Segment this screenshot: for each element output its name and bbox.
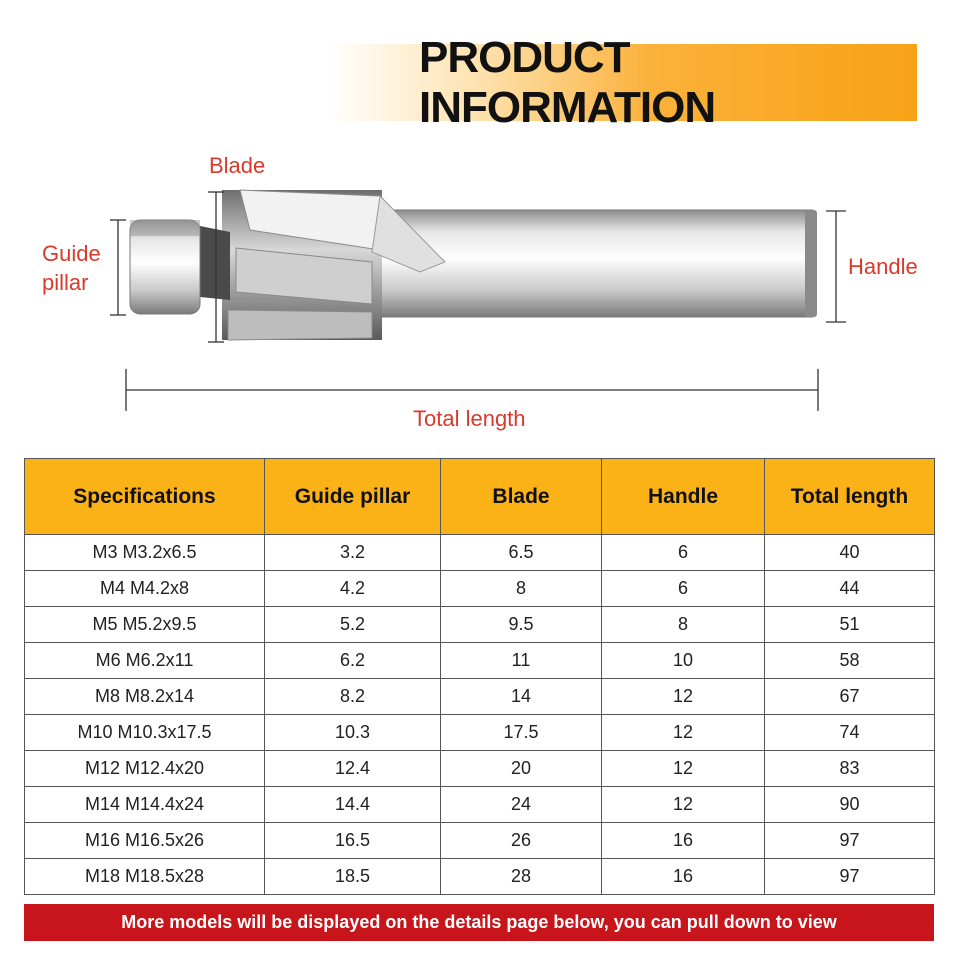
cell-handle: 12: [602, 787, 765, 823]
cell-total-length: 74: [765, 715, 935, 751]
cell-spec: M4 M4.2x8: [25, 571, 265, 607]
cell-blade: 8: [441, 571, 602, 607]
cell-guide-pillar: 18.5: [265, 859, 441, 895]
guide-pillar-label-line2: pillar: [42, 269, 89, 295]
cell-guide-pillar: 3.2: [265, 535, 441, 571]
cell-spec: M10 M10.3x17.5: [25, 715, 265, 751]
cell-handle: 12: [602, 715, 765, 751]
cell-spec: M18 M18.5x28: [25, 859, 265, 895]
cell-handle: 12: [602, 679, 765, 715]
cell-handle: 10: [602, 643, 765, 679]
cell-guide-pillar: 5.2: [265, 607, 441, 643]
table-row: [25, 535, 935, 571]
cell-total-length: 51: [765, 607, 935, 643]
cell-spec: M12 M12.4x20: [25, 751, 265, 787]
cell-blade: 6.5: [441, 535, 602, 571]
page-title: PRODUCT INFORMATION: [419, 32, 716, 132]
cell-handle: 12: [602, 751, 765, 787]
cell-total-length: 67: [765, 679, 935, 715]
table-row: [25, 859, 935, 895]
table-row: [25, 715, 935, 751]
cell-spec: M8 M8.2x14: [25, 679, 265, 715]
table-row: [25, 571, 935, 607]
table-row: [25, 607, 935, 643]
header-specifications: Specifications: [25, 459, 265, 535]
header-blade: Blade: [441, 459, 602, 535]
cell-spec: M5 M5.2x9.5: [25, 607, 265, 643]
cell-total-length: 97: [765, 823, 935, 859]
cell-blade: 9.5: [441, 607, 602, 643]
cell-guide-pillar: 12.4: [265, 751, 441, 787]
header-handle: Handle: [602, 459, 765, 535]
cell-blade: 26: [441, 823, 602, 859]
blade-label: Blade: [209, 153, 266, 178]
cell-spec: M14 M14.4x24: [25, 787, 265, 823]
cell-guide-pillar: 6.2: [265, 643, 441, 679]
table-row: [25, 679, 935, 715]
guide-pillar-label: [42, 240, 101, 297]
cell-spec: M6 M6.2x11: [25, 643, 265, 679]
table-row: [25, 643, 935, 679]
cell-guide-pillar: 4.2: [265, 571, 441, 607]
total-length-label: Total length: [413, 406, 526, 431]
cell-spec: M16 M16.5x26: [25, 823, 265, 859]
table-header-row: [25, 459, 935, 535]
tool-diagram: [0, 0, 960, 450]
shank-end: [805, 210, 817, 317]
cell-guide-pillar: 8.2: [265, 679, 441, 715]
spec-table: [24, 458, 935, 895]
cell-total-length: 83: [765, 751, 935, 787]
header-total-length: Total length: [765, 459, 935, 535]
cell-blade: 14: [441, 679, 602, 715]
cell-blade: 24: [441, 787, 602, 823]
cell-blade: 11: [441, 643, 602, 679]
cell-total-length: 97: [765, 859, 935, 895]
table-row: [25, 823, 935, 859]
cell-total-length: 90: [765, 787, 935, 823]
cell-handle: 16: [602, 823, 765, 859]
cell-total-length: 44: [765, 571, 935, 607]
cell-blade: 20: [441, 751, 602, 787]
cell-handle: 6: [602, 535, 765, 571]
cell-spec: M3 M3.2x6.5: [25, 535, 265, 571]
cell-guide-pillar: 14.4: [265, 787, 441, 823]
guide-pillar-label-line1: Guide: [42, 241, 101, 266]
cell-handle: 6: [602, 571, 765, 607]
cell-total-length: 40: [765, 535, 935, 571]
cell-handle: 16: [602, 859, 765, 895]
cell-blade: 28: [441, 859, 602, 895]
footer-notice: More models will be displayed on the details page below, you can pull down to view: [24, 904, 934, 941]
table-row: [25, 751, 935, 787]
cell-blade: 17.5: [441, 715, 602, 751]
header-guide-pillar: Guide pillar: [265, 459, 441, 535]
table-row: [25, 787, 935, 823]
cell-handle: 8: [602, 607, 765, 643]
cell-total-length: 58: [765, 643, 935, 679]
cell-guide-pillar: 16.5: [265, 823, 441, 859]
cell-guide-pillar: 10.3: [265, 715, 441, 751]
handle-label: Handle: [848, 254, 918, 279]
